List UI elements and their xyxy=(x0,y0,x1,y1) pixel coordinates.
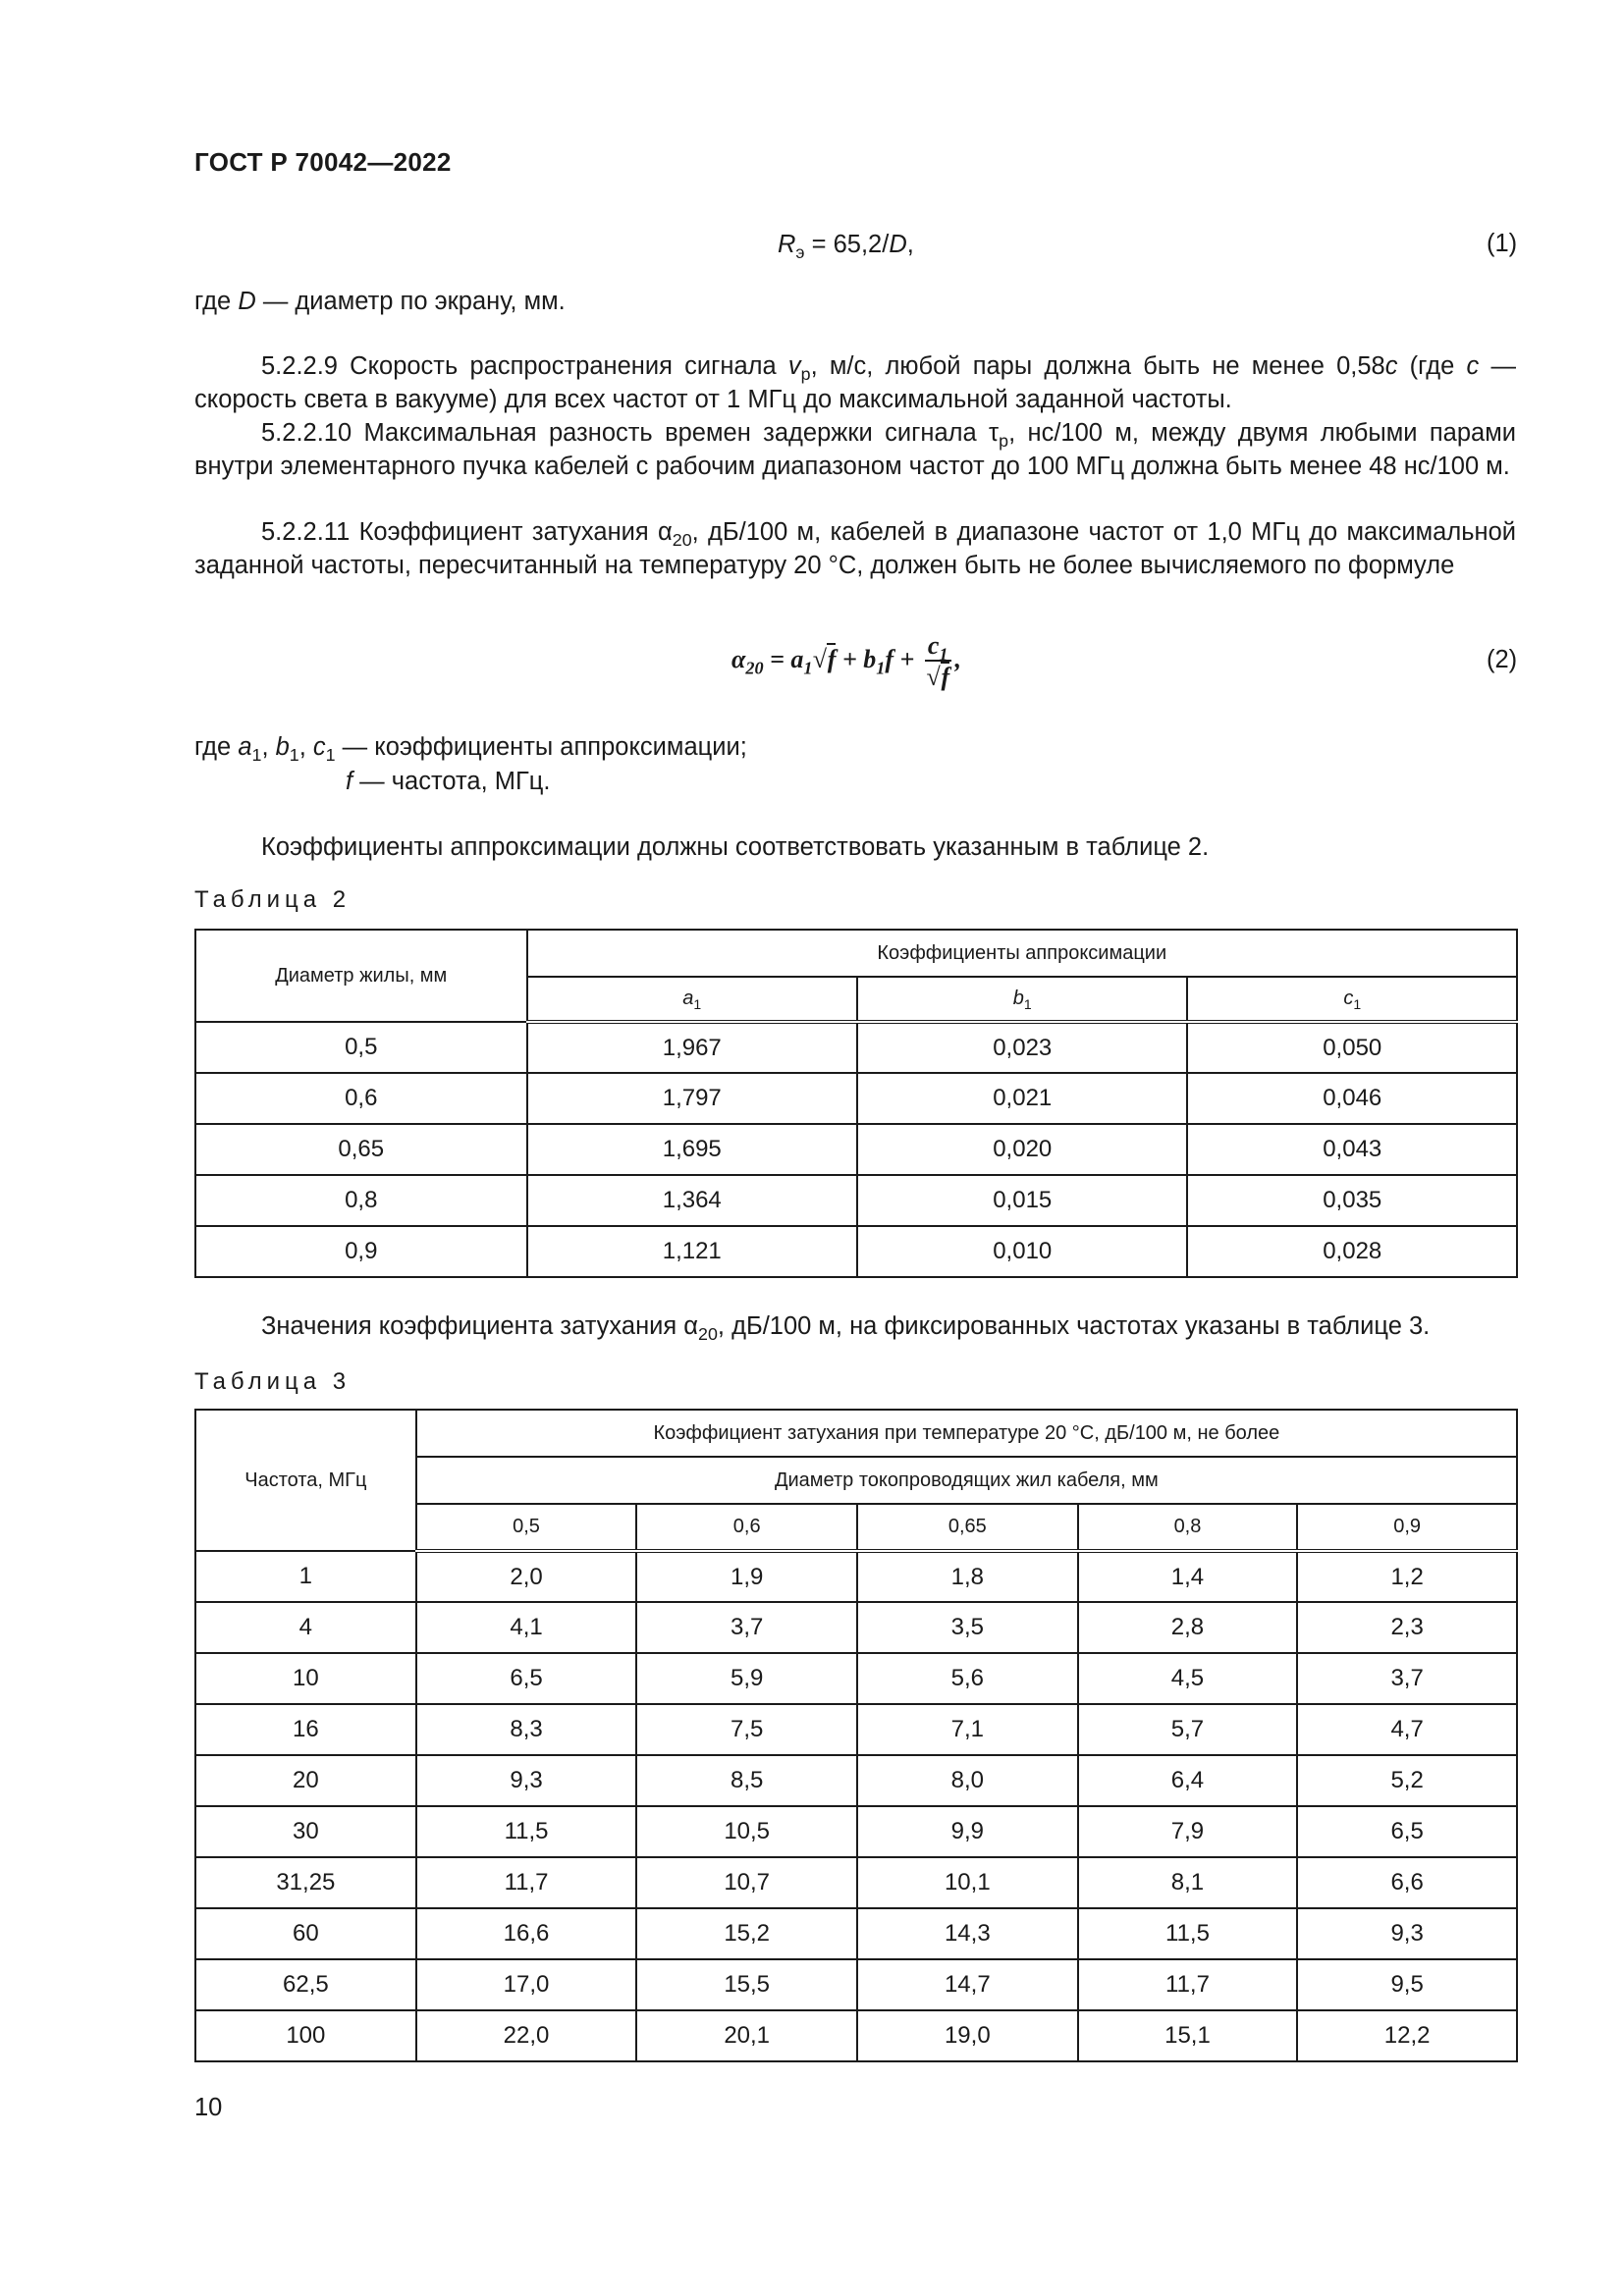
equation-1-number: (1) xyxy=(1487,230,1518,257)
table-row: 20 9,3 8,5 8,0 6,4 5,2 xyxy=(195,1755,1517,1806)
table-2-subheader: $b_1$ xyxy=(857,977,1187,1022)
page-number: 10 xyxy=(194,2094,223,2121)
table-row: 31,25 11,7 10,7 10,1 8,1 6,6 xyxy=(195,1857,1517,1908)
table-2-subheader: $a_1$ xyxy=(527,977,857,1022)
table-row: 16 8,3 7,5 7,1 5,7 4,7 xyxy=(195,1704,1517,1755)
where-frequency-line: f — частота, МГц. xyxy=(346,768,551,795)
table-3-intro: Значения коэффициента затухания $\alpha_{20}$, дБ/100 м, на фиксированных частотах указаны в таблице 3. xyxy=(261,1312,1431,1345)
table-row: 0,65 1,695 0,020 0,043 xyxy=(195,1124,1517,1175)
table-3 xyxy=(194,1409,1518,2062)
table-2-subheader: $c_1$ xyxy=(1187,977,1517,1022)
table-2 xyxy=(194,929,1518,1278)
table-3-header-frequency: Частота, МГц xyxy=(195,1410,416,1551)
table-3-diameter-header: 0,6 xyxy=(636,1504,857,1551)
document-header: ГОСТ Р 70042—2022 xyxy=(194,147,452,177)
table-row: 0,9 1,121 0,010 0,028 xyxy=(195,1226,1517,1277)
table-3-header-subgroup: Диаметр токопроводящих жил кабеля, мм xyxy=(416,1457,1517,1504)
sqrt-sign: √ xyxy=(812,644,827,673)
table-3-diameter-header: 0,8 xyxy=(1078,1504,1298,1551)
paragraph-5-2-2-11: 5.2.2.11 Коэффициент затухания $\alpha_{20}$, дБ/100 м, кабелей в диапазоне частот от 1,0 МГц до максимальной заданной частоты, пересчитанный на температуру 20 °С, должен быть не более вычисляемого по формуле xyxy=(194,518,1516,579)
table-row: 62,5 17,0 15,5 14,7 11,7 9,5 xyxy=(195,1959,1517,2010)
table-row: 60 16,6 15,2 14,3 11,5 9,3 xyxy=(195,1908,1517,1959)
table-3-diameter-header: 0,5 xyxy=(416,1504,637,1551)
table-row: 100 22,0 20,1 19,0 15,1 12,2 xyxy=(195,2010,1517,2061)
table-2-header-diameter: Диаметр жилы, мм xyxy=(195,930,527,1022)
table-3-caption: Таблица 3 xyxy=(194,1368,352,1395)
table-row: 30 11,5 10,5 9,9 7,9 6,5 xyxy=(195,1806,1517,1857)
equation-2-number: (2) xyxy=(1487,646,1518,673)
equation-2: $\alpha_{20} = a_1√f + b_1f$ + $\frac{c_1}{√f}$ , xyxy=(731,631,962,691)
table-row: 1 2,0 1,9 1,8 1,4 1,2 xyxy=(195,1551,1517,1602)
table-3-diameter-header: 0,9 xyxy=(1297,1504,1517,1551)
table-3-header-group: Коэффициент затухания при температуре 20 °С, дБ/100 м, не более xyxy=(416,1410,1517,1457)
table-row: 0,6 1,797 0,021 0,046 xyxy=(195,1073,1517,1124)
table-row: 4 4,1 3,7 3,5 2,8 2,3 xyxy=(195,1602,1517,1653)
where-coefficients-line: где $a_1$, $b_1$, $c_1$ — коэффициенты аппроксимации; xyxy=(194,733,747,766)
paragraph-5-2-2-9: 5.2.2.9 Скорость распространения сигнала $v_р$, м/с, любой пары должна быть не менее 0,58c (где c — скорость света в вакууме) для всех частот от 1 МГц до максимальной заданной частоты. xyxy=(194,352,1516,413)
sqrt-sign-2: √ xyxy=(926,663,941,691)
table-2-caption: Таблица 2 xyxy=(194,886,352,913)
fraction: $\frac{c_1}{√f}$ xyxy=(926,631,950,691)
paragraph-5-2-2-10: 5.2.2.10 Максимальная разность времен задержки сигнала $\tau_р$, нс/100 м, между двумя любыми парами внутри элементарного пучка кабелей с рабочим диапазоном частот до 100 МГц должна быть менее 48 нс/100 м. xyxy=(194,419,1516,480)
where-d-line: где D — диаметр по экрану, мм. xyxy=(194,288,566,315)
table-3-diameter-header: 0,65 xyxy=(857,1504,1078,1551)
table-row: 0,5 1,967 0,023 0,050 xyxy=(195,1022,1517,1073)
table-2-intro: Коэффициенты аппроксимации должны соответствовать указанным в таблице 2. xyxy=(261,833,1210,861)
table-2-header-group: Коэффициенты аппроксимации xyxy=(527,930,1517,977)
table-row: 0,8 1,364 0,015 0,035 xyxy=(195,1175,1517,1226)
table-row: 10 6,5 5,9 5,6 4,5 3,7 xyxy=(195,1653,1517,1704)
equation-1: $R_э = 65,2/D$, xyxy=(778,231,914,263)
